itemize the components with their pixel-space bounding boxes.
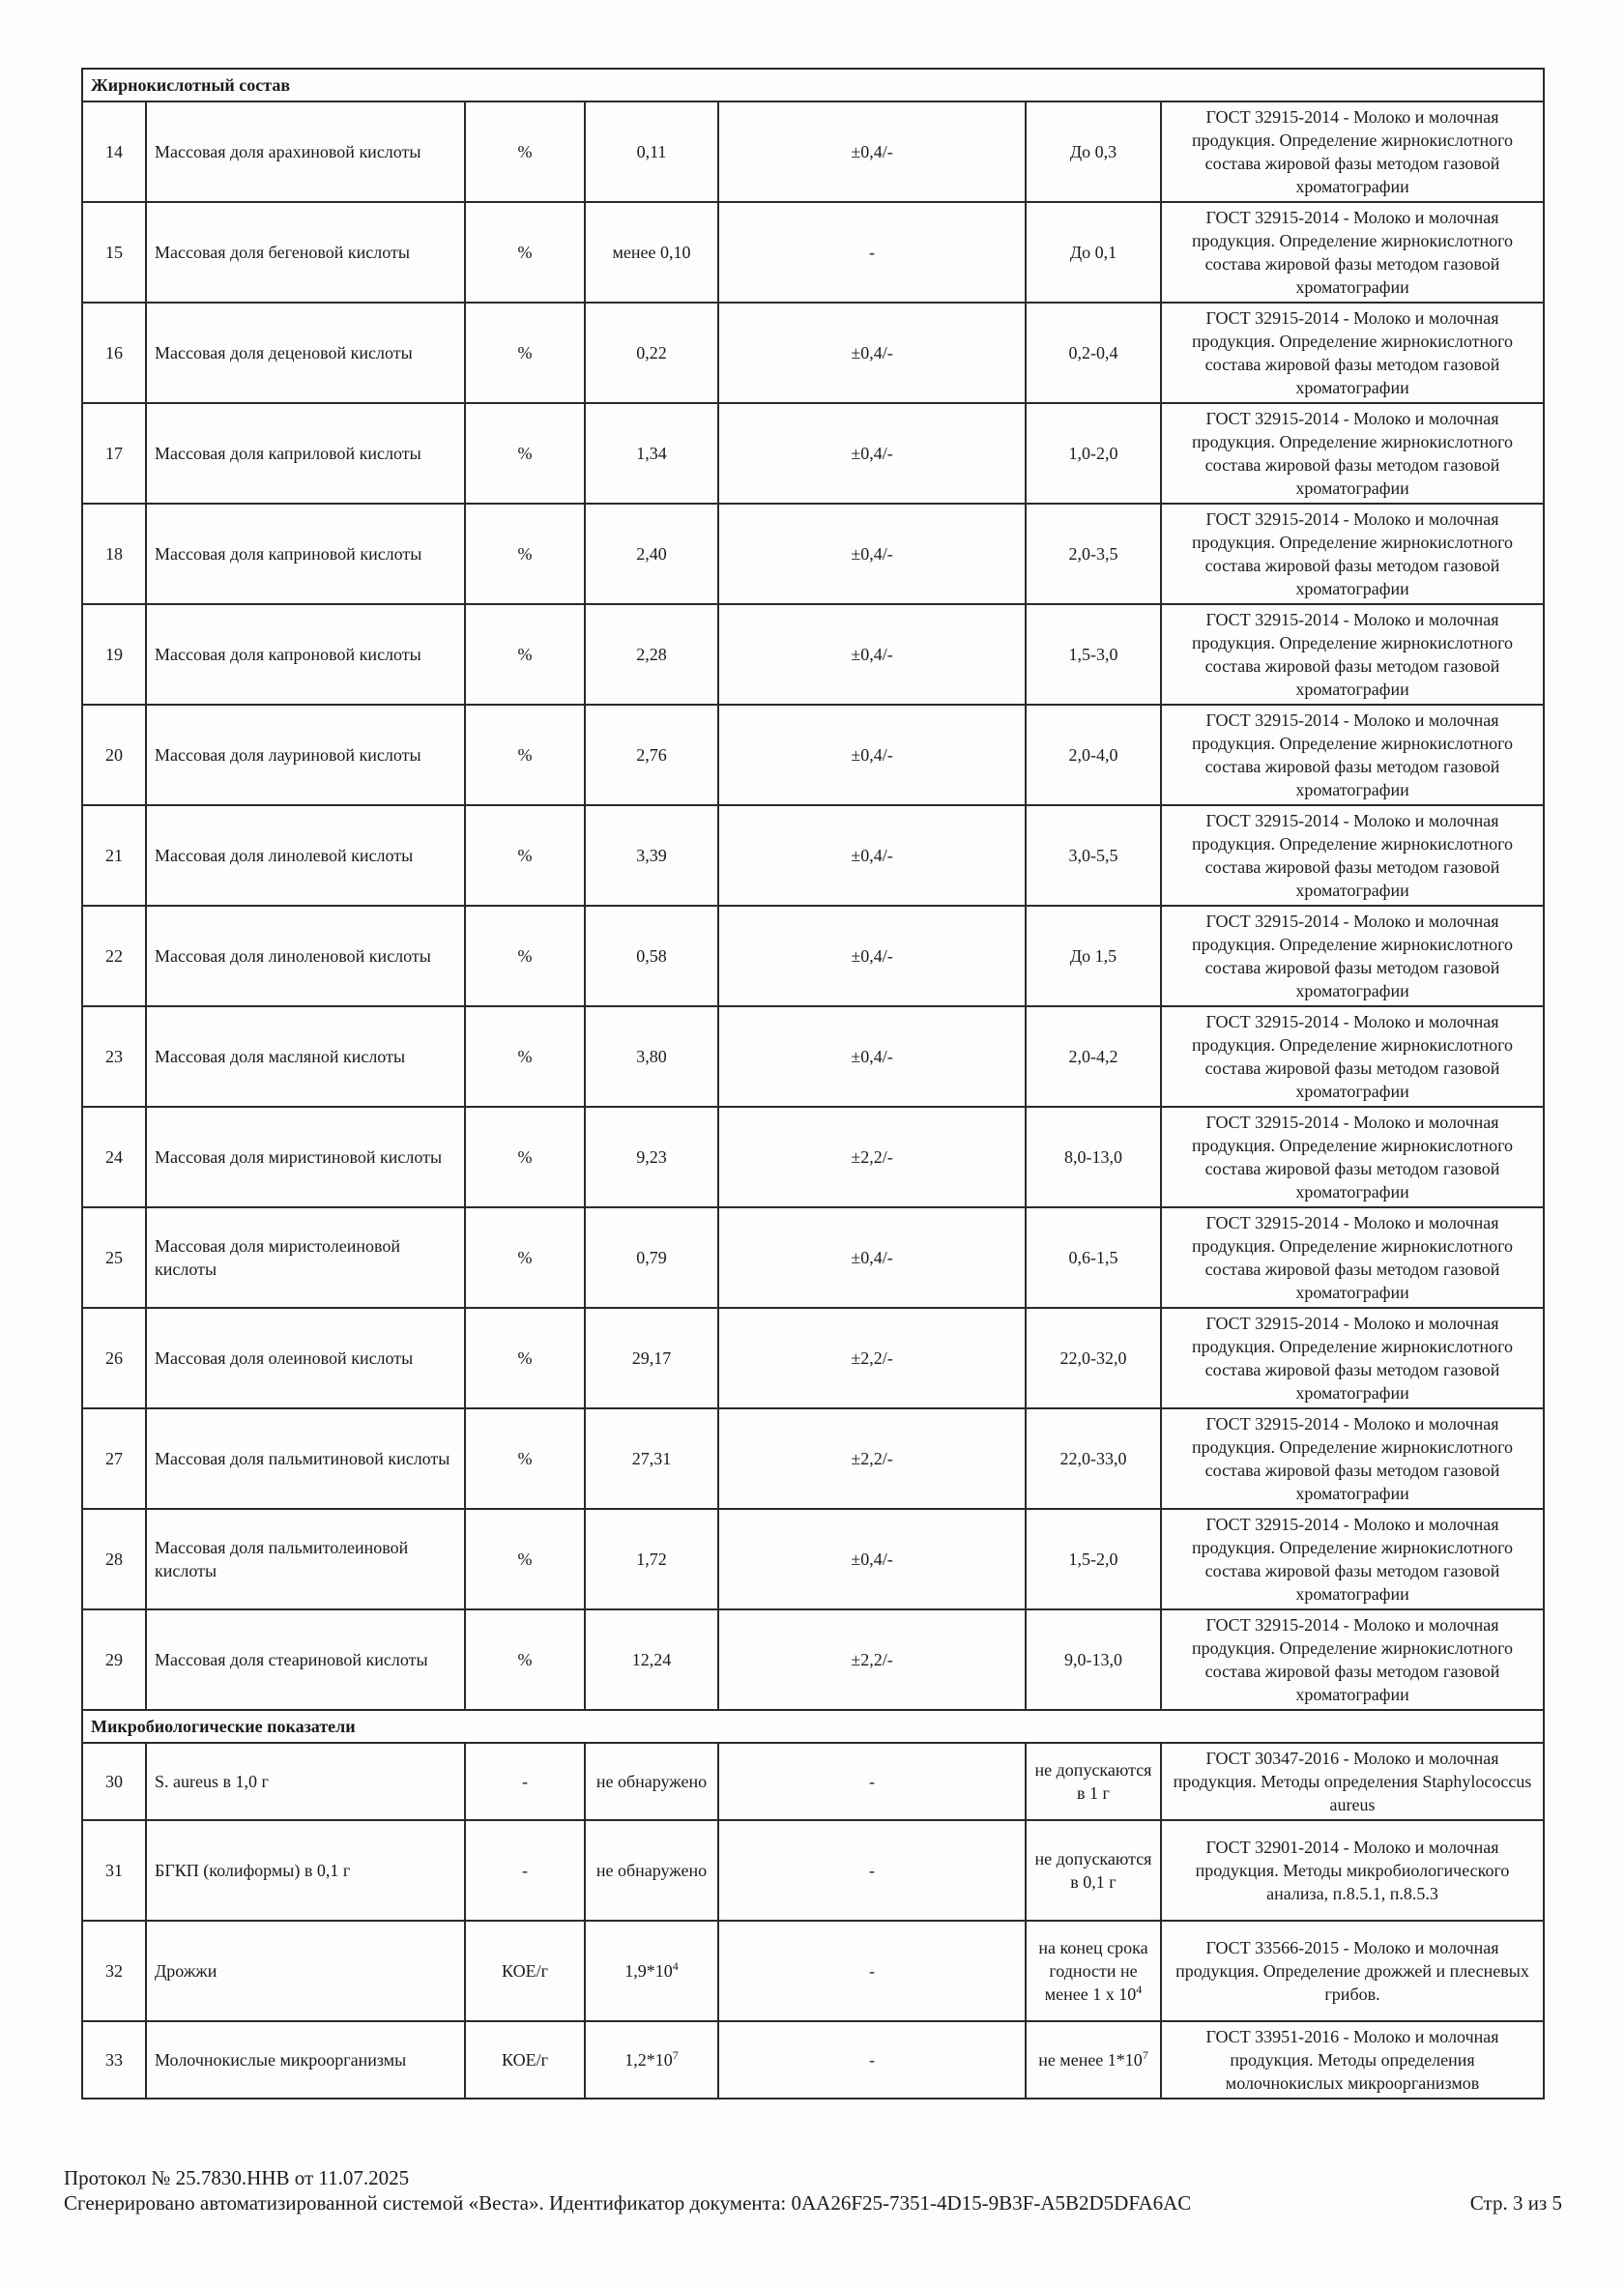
norm-value: 1,5-3,0	[1026, 604, 1161, 705]
test-method: ГОСТ 33951-2016 - Молоко и молочная продукция. Методы определения молочнокислых микроорганизмов	[1161, 2021, 1544, 2099]
row-number: 30	[82, 1743, 146, 1820]
row-number: 25	[82, 1207, 146, 1308]
row-number: 27	[82, 1408, 146, 1509]
norm-value: 22,0-33,0	[1026, 1408, 1161, 1509]
test-method: ГОСТ 33566-2015 - Молоко и молочная продукция. Определение дрожжей и плесневых грибов.	[1161, 1921, 1544, 2021]
indicator-name: Массовая доля стеариновой кислоты	[146, 1609, 465, 1710]
result-value: 29,17	[585, 1308, 718, 1408]
unit: %	[465, 1609, 585, 1710]
row-number: 23	[82, 1006, 146, 1107]
norm-value: 1,0-2,0	[1026, 403, 1161, 504]
fatty-acid-section	[82, 69, 1544, 1710]
test-method: ГОСТ 32915-2014 - Молоко и молочная продукция. Определение жирнокислотного состава жировой фазы методом газовой хроматографии	[1161, 303, 1544, 403]
table-row	[82, 805, 1544, 906]
unit: %	[465, 604, 585, 705]
table-row	[82, 1743, 1544, 1820]
test-method: ГОСТ 32915-2014 - Молоко и молочная продукция. Определение жирнокислотного состава жировой фазы методом газовой хроматографии	[1161, 1609, 1544, 1710]
norm-value	[1026, 1921, 1161, 2021]
result-value: 9,23	[585, 1107, 718, 1207]
uncertainty: ±0,4/-	[718, 1207, 1026, 1308]
unit: %	[465, 504, 585, 604]
indicator-name: Массовая доля каприновой кислоты	[146, 504, 465, 604]
unit: КОЕ/г	[465, 2021, 585, 2099]
uncertainty: ±0,4/-	[718, 805, 1026, 906]
result-value: менее 0,10	[585, 202, 718, 303]
indicator-name: Молочнокислые микроорганизмы	[146, 2021, 465, 2099]
row-number: 31	[82, 1820, 146, 1921]
indicator-name: Массовая доля капроновой кислоты	[146, 604, 465, 705]
unit: -	[465, 1743, 585, 1820]
table-row	[82, 1207, 1544, 1308]
row-number: 18	[82, 504, 146, 604]
table-row	[82, 1609, 1544, 1710]
row-number: 28	[82, 1509, 146, 1609]
row-number: 33	[82, 2021, 146, 2099]
result-value: 12,24	[585, 1609, 718, 1710]
unit: %	[465, 202, 585, 303]
table-row	[82, 604, 1544, 705]
result-value: 1,72	[585, 1509, 718, 1609]
result-value: 2,76	[585, 705, 718, 805]
result-value: 2,40	[585, 504, 718, 604]
norm-value: 9,0-13,0	[1026, 1609, 1161, 1710]
norm-value: 2,0-3,5	[1026, 504, 1161, 604]
uncertainty: ±0,4/-	[718, 906, 1026, 1006]
unit: %	[465, 403, 585, 504]
uncertainty: -	[718, 2021, 1026, 2099]
norm-value: 22,0-32,0	[1026, 1308, 1161, 1408]
test-method: ГОСТ 32915-2014 - Молоко и молочная продукция. Определение жирнокислотного состава жировой фазы методом газовой хроматографии	[1161, 705, 1544, 805]
unit: %	[465, 1509, 585, 1609]
row-number: 29	[82, 1609, 146, 1710]
result-value	[585, 2021, 718, 2099]
test-method: ГОСТ 32915-2014 - Молоко и молочная продукция. Определение жирнокислотного состава жировой фазы методом газовой хроматографии	[1161, 1308, 1544, 1408]
indicator-name: Массовая доля линолевой кислоты	[146, 805, 465, 906]
test-method: ГОСТ 32915-2014 - Молоко и молочная продукция. Определение жирнокислотного состава жировой фазы методом газовой хроматографии	[1161, 202, 1544, 303]
uncertainty: ±0,4/-	[718, 303, 1026, 403]
uncertainty: ±0,4/-	[718, 403, 1026, 504]
result-value-exponent: 7	[672, 2048, 679, 2062]
table-row	[82, 1820, 1544, 1921]
generated-note: Сгенерировано автоматизированной системой «Веста». Идентификатор документа: 0AA26F25-7351-4D15-9B3F-A5B2D5DFA6AC	[64, 2191, 1192, 2215]
uncertainty: ±2,2/-	[718, 1107, 1026, 1207]
norm-value-exponent: 4	[1136, 1983, 1143, 1996]
table-row	[82, 1308, 1544, 1408]
uncertainty: ±2,2/-	[718, 1408, 1026, 1509]
table-row	[82, 1509, 1544, 1609]
page-number: Стр. 3 из 5	[1469, 2191, 1562, 2215]
row-number: 15	[82, 202, 146, 303]
norm-value: 2,0-4,2	[1026, 1006, 1161, 1107]
uncertainty: -	[718, 202, 1026, 303]
unit: %	[465, 1207, 585, 1308]
test-method: ГОСТ 32915-2014 - Молоко и молочная продукция. Определение жирнокислотного состава жировой фазы методом газовой хроматографии	[1161, 906, 1544, 1006]
indicator-name: Дрожжи	[146, 1921, 465, 2021]
norm-value: 8,0-13,0	[1026, 1107, 1161, 1207]
norm-value: 1,5-2,0	[1026, 1509, 1161, 1609]
norm-value: 0,6-1,5	[1026, 1207, 1161, 1308]
result-value: не обнаружено	[585, 1743, 718, 1820]
table-row	[82, 1408, 1544, 1509]
table-row	[82, 906, 1544, 1006]
uncertainty: ±0,4/-	[718, 101, 1026, 202]
test-method: ГОСТ 32915-2014 - Молоко и молочная продукция. Определение жирнокислотного состава жировой фазы методом газовой хроматографии	[1161, 403, 1544, 504]
norm-value: не допускаются в 0,1 г	[1026, 1820, 1161, 1921]
test-method: ГОСТ 32915-2014 - Молоко и молочная продукция. Определение жирнокислотного состава жировой фазы методом газовой хроматографии	[1161, 1408, 1544, 1509]
row-number: 17	[82, 403, 146, 504]
table-row	[82, 1921, 1544, 2021]
row-number: 26	[82, 1308, 146, 1408]
unit: %	[465, 805, 585, 906]
indicator-name: Массовая доля линоленовой кислоты	[146, 906, 465, 1006]
test-method: ГОСТ 32915-2014 - Молоко и молочная продукция. Определение жирнокислотного состава жировой фазы методом газовой хроматографии	[1161, 1207, 1544, 1308]
result-value: 0,22	[585, 303, 718, 403]
row-number: 22	[82, 906, 146, 1006]
table-row	[82, 403, 1544, 504]
uncertainty: -	[718, 1921, 1026, 2021]
norm-value: До 0,3	[1026, 101, 1161, 202]
unit: -	[465, 1820, 585, 1921]
unit: %	[465, 705, 585, 805]
section-header-fatty-acids: Жирнокислотный состав	[82, 69, 1544, 101]
table-row	[82, 705, 1544, 805]
unit: %	[465, 303, 585, 403]
page-footer	[64, 2165, 1562, 2216]
result-value-exponent: 4	[672, 1959, 679, 1973]
result-value: 27,31	[585, 1408, 718, 1509]
indicator-name: Массовая доля олеиновой кислоты	[146, 1308, 465, 1408]
table-row	[82, 303, 1544, 403]
norm-value: До 1,5	[1026, 906, 1161, 1006]
row-number: 32	[82, 1921, 146, 2021]
test-method: ГОСТ 32915-2014 - Молоко и молочная продукция. Определение жирнокислотного состава жировой фазы методом газовой хроматографии	[1161, 805, 1544, 906]
indicator-name: Массовая доля каприловой кислоты	[146, 403, 465, 504]
protocol-number: Протокол № 25.7830.ННВ от 11.07.2025	[64, 2166, 410, 2189]
result-value-base: 1,9*10	[624, 1961, 673, 1981]
test-method: ГОСТ 32915-2014 - Молоко и молочная продукция. Определение жирнокислотного состава жировой фазы методом газовой хроматографии	[1161, 101, 1544, 202]
test-method: ГОСТ 32915-2014 - Молоко и молочная продукция. Определение жирнокислотного состава жировой фазы методом газовой хроматографии	[1161, 1006, 1544, 1107]
row-number: 24	[82, 1107, 146, 1207]
table-row	[82, 202, 1544, 303]
uncertainty: ±0,4/-	[718, 705, 1026, 805]
table-row	[82, 1107, 1544, 1207]
test-method: ГОСТ 32915-2014 - Молоко и молочная продукция. Определение жирнокислотного состава жировой фазы методом газовой хроматографии	[1161, 1107, 1544, 1207]
microbiology-section	[82, 1710, 1544, 2099]
indicator-name: Массовая доля деценовой кислоты	[146, 303, 465, 403]
report-sheet	[81, 68, 1543, 2100]
result-value: 0,79	[585, 1207, 718, 1308]
table-row	[82, 504, 1544, 604]
uncertainty: ±0,4/-	[718, 504, 1026, 604]
indicator-name: Массовая доля пальмитолеиновой кислоты	[146, 1509, 465, 1609]
indicator-name: Массовая доля арахиновой кислоты	[146, 101, 465, 202]
test-method: ГОСТ 32915-2014 - Молоко и молочная продукция. Определение жирнокислотного состава жировой фазы методом газовой хроматографии	[1161, 504, 1544, 604]
uncertainty: ±0,4/-	[718, 604, 1026, 705]
uncertainty: ±2,2/-	[718, 1308, 1026, 1408]
norm-value: До 0,1	[1026, 202, 1161, 303]
row-number: 21	[82, 805, 146, 906]
norm-value-base: не менее 1*10	[1038, 2050, 1143, 2070]
result-value	[585, 1921, 718, 2021]
norm-value: не допускаются в 1 г	[1026, 1743, 1161, 1820]
indicator-name: Массовая доля пальмитиновой кислоты	[146, 1408, 465, 1509]
result-value: 0,11	[585, 101, 718, 202]
unit: %	[465, 1107, 585, 1207]
results-table	[81, 68, 1545, 2100]
uncertainty: -	[718, 1820, 1026, 1921]
indicator-name: Массовая доля масляной кислоты	[146, 1006, 465, 1107]
norm-value: 0,2-0,4	[1026, 303, 1161, 403]
result-value: 3,39	[585, 805, 718, 906]
indicator-name: Массовая доля лауриновой кислоты	[146, 705, 465, 805]
norm-value-exponent: 7	[1142, 2048, 1148, 2062]
result-value-base: 1,2*10	[624, 2050, 673, 2070]
unit: %	[465, 101, 585, 202]
norm-value-base: на конец срока годности не менее 1 х 10	[1038, 1938, 1148, 2004]
result-value: 2,28	[585, 604, 718, 705]
section-header-microbiology: Микробиологические показатели	[82, 1710, 1544, 1743]
test-method: ГОСТ 32901-2014 - Молоко и молочная продукция. Методы микробиологического анализа, п.8.5.1, п.8.5.3	[1161, 1820, 1544, 1921]
row-number: 20	[82, 705, 146, 805]
norm-value: 3,0-5,5	[1026, 805, 1161, 906]
test-method: ГОСТ 30347-2016 - Молоко и молочная продукция. Методы определения Staphylococcus aureus	[1161, 1743, 1544, 1820]
indicator-name: БГКП (колиформы) в 0,1 г	[146, 1820, 465, 1921]
indicator-name: Массовая доля бегеновой кислоты	[146, 202, 465, 303]
test-method: ГОСТ 32915-2014 - Молоко и молочная продукция. Определение жирнокислотного состава жировой фазы методом газовой хроматографии	[1161, 1509, 1544, 1609]
unit: %	[465, 1408, 585, 1509]
result-value: 0,58	[585, 906, 718, 1006]
unit: %	[465, 906, 585, 1006]
result-value: 1,34	[585, 403, 718, 504]
uncertainty: ±2,2/-	[718, 1609, 1026, 1710]
unit: %	[465, 1308, 585, 1408]
table-row	[82, 2021, 1544, 2099]
table-row	[82, 101, 1544, 202]
uncertainty: -	[718, 1743, 1026, 1820]
norm-value	[1026, 2021, 1161, 2099]
row-number: 14	[82, 101, 146, 202]
result-value: не обнаружено	[585, 1820, 718, 1921]
uncertainty: ±0,4/-	[718, 1006, 1026, 1107]
indicator-name: Массовая доля миристиновой кислоты	[146, 1107, 465, 1207]
table-row	[82, 1006, 1544, 1107]
unit: %	[465, 1006, 585, 1107]
unit: КОЕ/г	[465, 1921, 585, 2021]
test-method: ГОСТ 32915-2014 - Молоко и молочная продукция. Определение жирнокислотного состава жировой фазы методом газовой хроматографии	[1161, 604, 1544, 705]
result-value: 3,80	[585, 1006, 718, 1107]
norm-value: 2,0-4,0	[1026, 705, 1161, 805]
uncertainty: ±0,4/-	[718, 1509, 1026, 1609]
indicator-name: S. aureus в 1,0 г	[146, 1743, 465, 1820]
indicator-name: Массовая доля миристолеиновой кислоты	[146, 1207, 465, 1308]
row-number: 19	[82, 604, 146, 705]
row-number: 16	[82, 303, 146, 403]
